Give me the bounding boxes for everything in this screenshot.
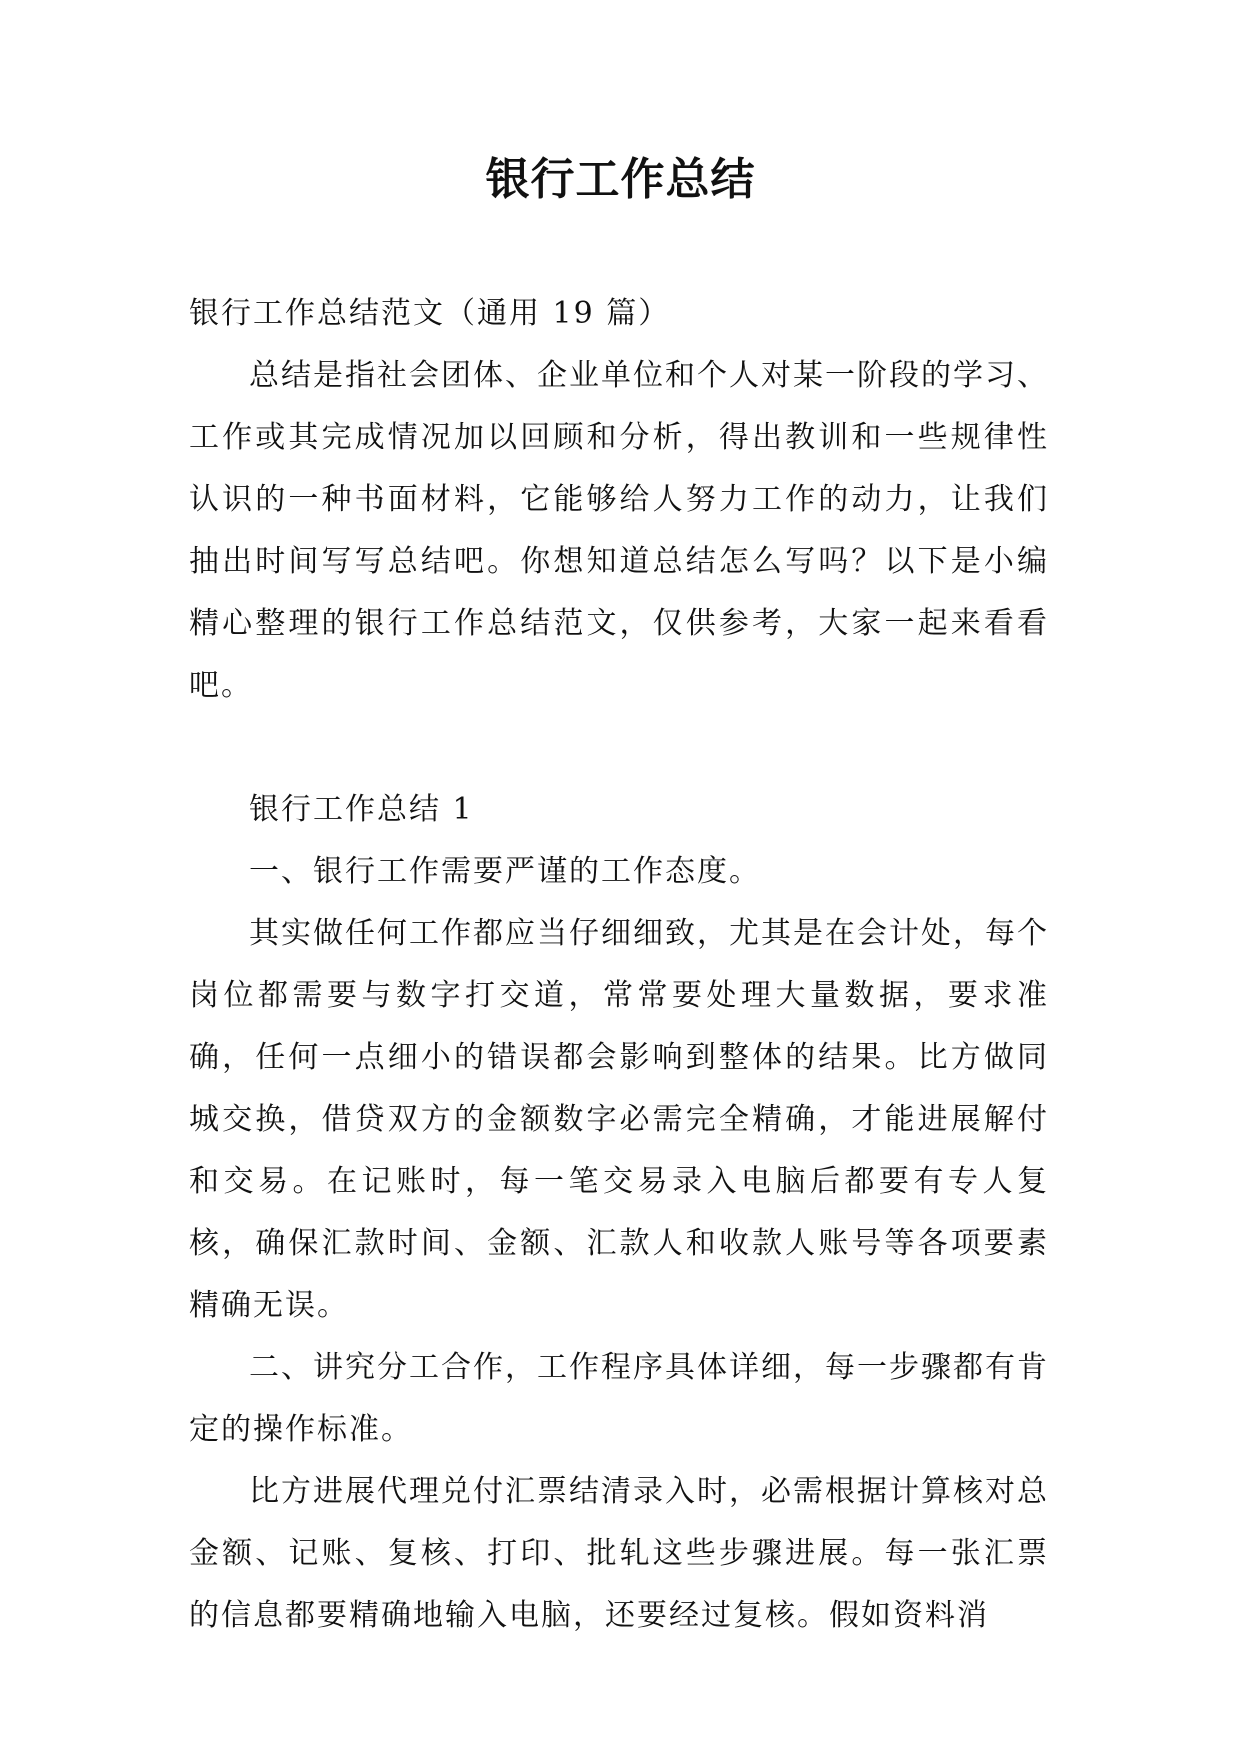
document-subtitle: 银行工作总结范文（通用 19 篇） xyxy=(189,296,671,331)
paragraph-gap xyxy=(189,717,1049,779)
point-1-paragraph: 其实做任何工作都应当仔细细致，尤其是在会计处，每个岗位都需要与数字打交道，常常要处理大量数据，要求准确，任何一点细小的错误都会影响到整体的结果。比方做同城交换，借贷双方的金额数字必需完全精确，才能进展解付和交易。在记账时，每一笔交易录入电脑后都要有专人复核，确保汇款时间、金额、汇款人和收款人账号等各项要素精确无误。 xyxy=(189,916,1049,1323)
intro-paragraph: 总结是指社会团体、企业单位和个人对某一阶段的学习、工作或其完成情况加以回顾和分析，得出教训和一些规律性认识的一种书面材料，它能够给人努力工作的动力，让我们抽出时间写写总结吧。你想知道总结怎么写吗？以下是小编精心整理的银行工作总结范文，仅供参考，大家一起来看看吧。 xyxy=(189,358,1049,703)
document-title: 银行工作总结 xyxy=(485,154,756,205)
point-2-heading: 二、讲究分工合作，工作程序具体详细，每一步骤都有肯定的操作标准。 xyxy=(189,1350,1049,1447)
section-heading: 银行工作总结 1 xyxy=(249,792,474,827)
point-1-heading: 一、银行工作需要严谨的工作态度。 xyxy=(249,854,761,889)
point-2-paragraph: 比方进展代理兑付汇票结清录入时，必需根据计算核对总金额、记账、复核、打印、批轧这些步骤进展。每一张汇票的信息都要精确地输入电脑，还要经过复核。假如资料消 xyxy=(189,1474,1049,1633)
document-body xyxy=(189,283,1049,1647)
